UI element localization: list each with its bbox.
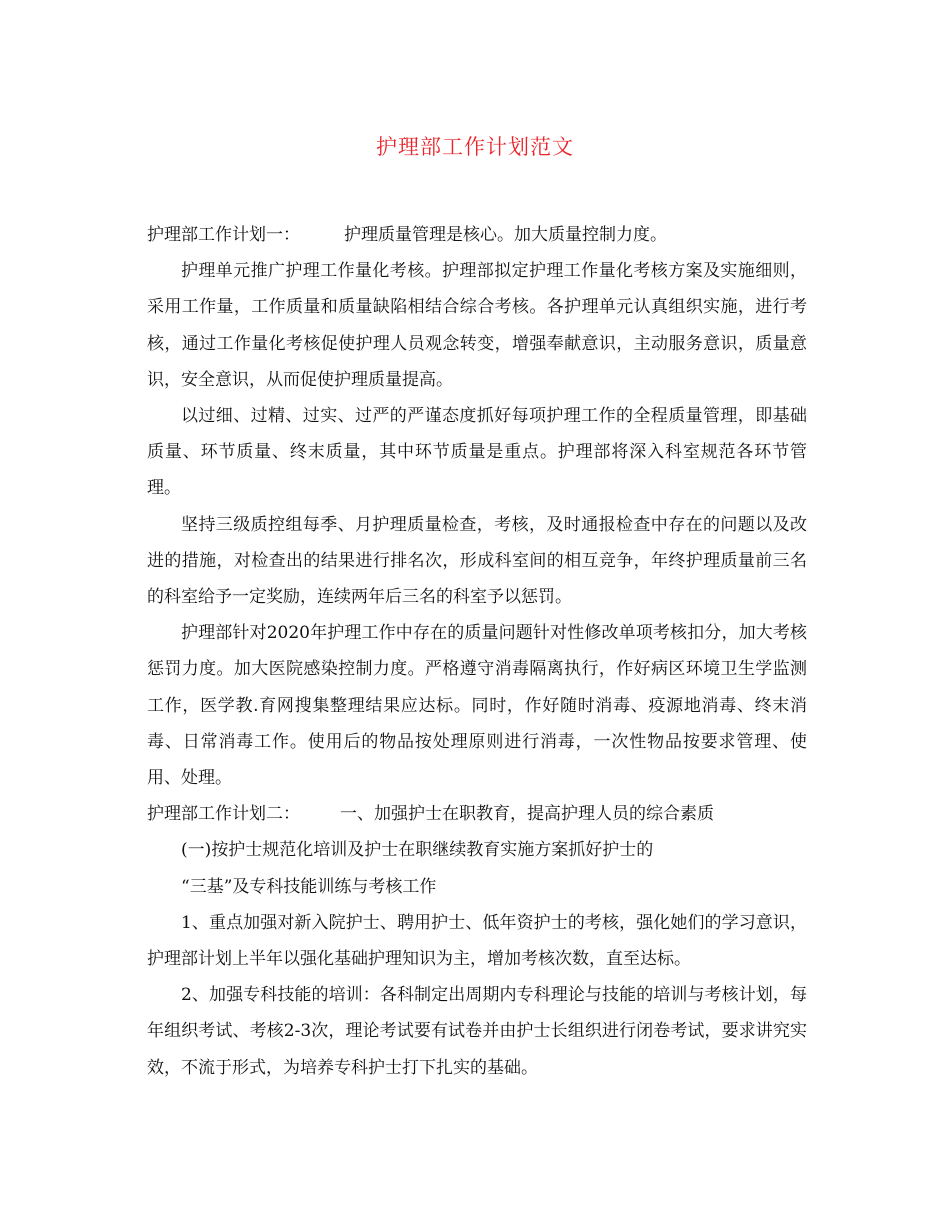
paragraph: 护理单元推广护理工作量化考核。护理部拟定护理工作量化考核方案及实施细则，采用工作量，工作质量和质量缺陷相结合综合考核。各护理单元认真组织实施，进行考核，通过工作量化考核促使护理人员观念转变，增强奉献意识，主动服务意识，质量意识，安全意识，从而促使护理质量提高。 [147,261,807,390]
plan2-heading-line [147,796,807,832]
plan1-heading: 护理质量管理是核心。加大质量控制力度。 [344,225,667,245]
paragraph: 1、重点加强对新入院护士、聘用护士、低年资护士的考核，强化她们的学习意识，护理部计划上半年以强化基础护理知识为主，增加考核次数，直至达标。 [147,912,807,970]
plan1-label: 护理部工作计划一： [147,225,300,245]
plan1-heading-line [147,217,807,253]
paragraph: 坚持三级质控组每季、月护理质量检查，考核，及时通报检查中存在的问题以及改进的措施，对检查出的结果进行排名次，形成科室间的相互竞争，年终护理质量前三名的科室给予一定奖励，连续两年后三名的科室予以惩罚。 [147,514,807,608]
plan2-heading: 一、加强护士在职教育，提高护理人员的综合素质 [340,804,714,825]
plan2-label: 护理部工作计划二： [147,804,300,825]
subheading-line-2: “三基”及专科技能训练与考核工作 [181,876,437,897]
document-body [147,217,807,1086]
paragraph: 以过细、过精、过实、过严的严谨态度抓好每项护理工作的全程质量管理，即基础质量、环节质量、终末质量，其中环节质量是重点。护理部将深入科室规范各环节管理。 [147,406,807,499]
document-title: 护理部工作计划范文 [376,135,574,159]
paragraph: 护理部针对2020年护理工作中存在的质量问题针对性修改单项考核扣分，加大考核惩罚力度。加大医院感染控制力度。严格遵守消毒隔离执行，作好病区环境卫生学监测工作，医学教.育网搜集整理结果应达标。同时，作好随时消毒、疫源地消毒、终末消毒、日常消毒工作。使用后的物品按处理原则进行消毒，一次性物品按要求管理、使用、处理。 [147,623,807,789]
subheading-line-1: (一)按护士规范化培训及护士在职继续教育实施方案抓好护士的 [181,840,654,861]
paragraph: 2、加强专科技能的培训：各科制定出周期内专科理论与技能的培训与考核计划，每年组织考试、考核2-3次，理论考试要有试卷并由护士长组织进行闭卷考试，要求讲究实效，不流于形式，为培养专科护士打下扎实的基础。 [147,985,807,1078]
